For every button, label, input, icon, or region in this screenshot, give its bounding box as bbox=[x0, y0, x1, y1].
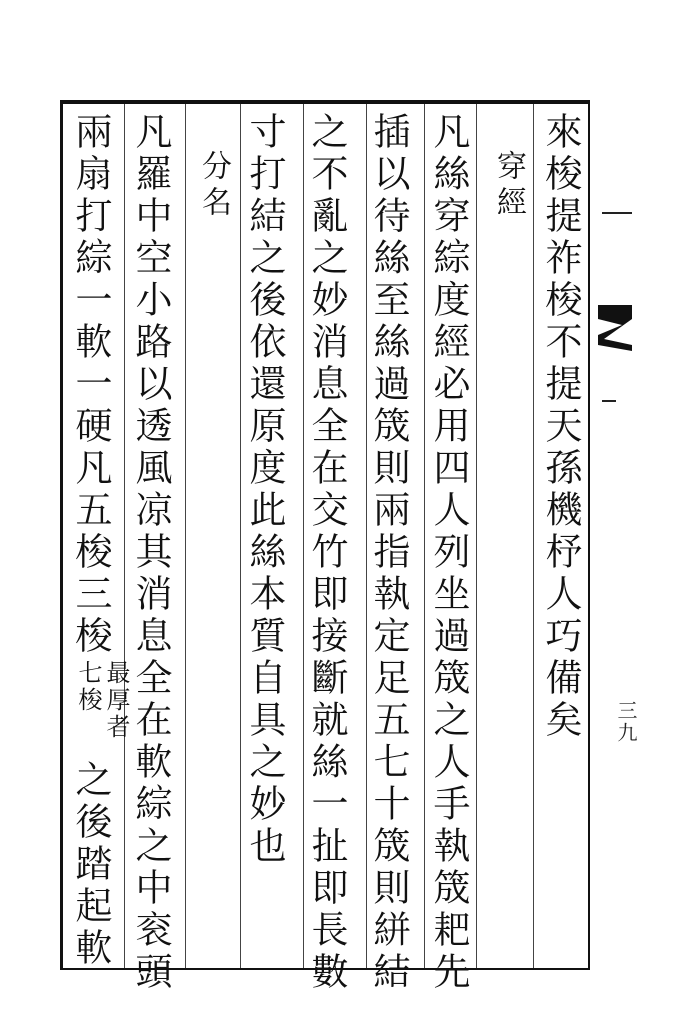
column-divider bbox=[476, 104, 477, 968]
frame-top-rule bbox=[60, 100, 590, 104]
frame-left-rule bbox=[60, 100, 63, 970]
text-column-5: 之不亂之妙消息全在交竹即接斷就絲一扯即長數 bbox=[305, 112, 348, 994]
text-column-9-part-2: 之後踏起軟 bbox=[69, 760, 112, 970]
page-number: 三九 bbox=[614, 700, 638, 744]
margin-mark bbox=[602, 212, 632, 214]
fold-mark-icon bbox=[598, 305, 632, 357]
column-divider bbox=[424, 104, 425, 968]
text-column-4: 插以待絲至絲過筬則兩指執定足五七十筬則絣結 bbox=[367, 112, 410, 994]
column-divider bbox=[240, 104, 241, 968]
section-heading-fenming: 分名 bbox=[196, 150, 231, 222]
interlinear-note-right: 最厚者 bbox=[102, 660, 130, 741]
text-column-8: 凡羅中空小路以透風凉其消息全在軟綜之中衮頭 bbox=[129, 112, 172, 994]
text-column-9-part-1: 兩扇打綜一軟一硬凡五梭三梭 bbox=[69, 112, 112, 658]
text-column-3: 凡絲穿綜度經必用四人列坐過筬之人手執筬耙先 bbox=[427, 112, 470, 994]
text-column-1: 來梭提祚梭不提天孫機杼人巧備矣 bbox=[539, 112, 582, 742]
column-divider bbox=[303, 104, 304, 968]
frame-right-rule bbox=[588, 100, 590, 970]
column-divider bbox=[185, 104, 186, 968]
margin-mark bbox=[602, 400, 616, 402]
section-heading-chuanjing: 穿經 bbox=[491, 150, 526, 222]
column-divider bbox=[124, 104, 125, 968]
interlinear-note-left: 七梭 bbox=[74, 660, 102, 714]
column-divider bbox=[533, 104, 534, 968]
text-column-6: 寸打結之後依還原度此絲本質自具之妙也 bbox=[243, 112, 286, 868]
